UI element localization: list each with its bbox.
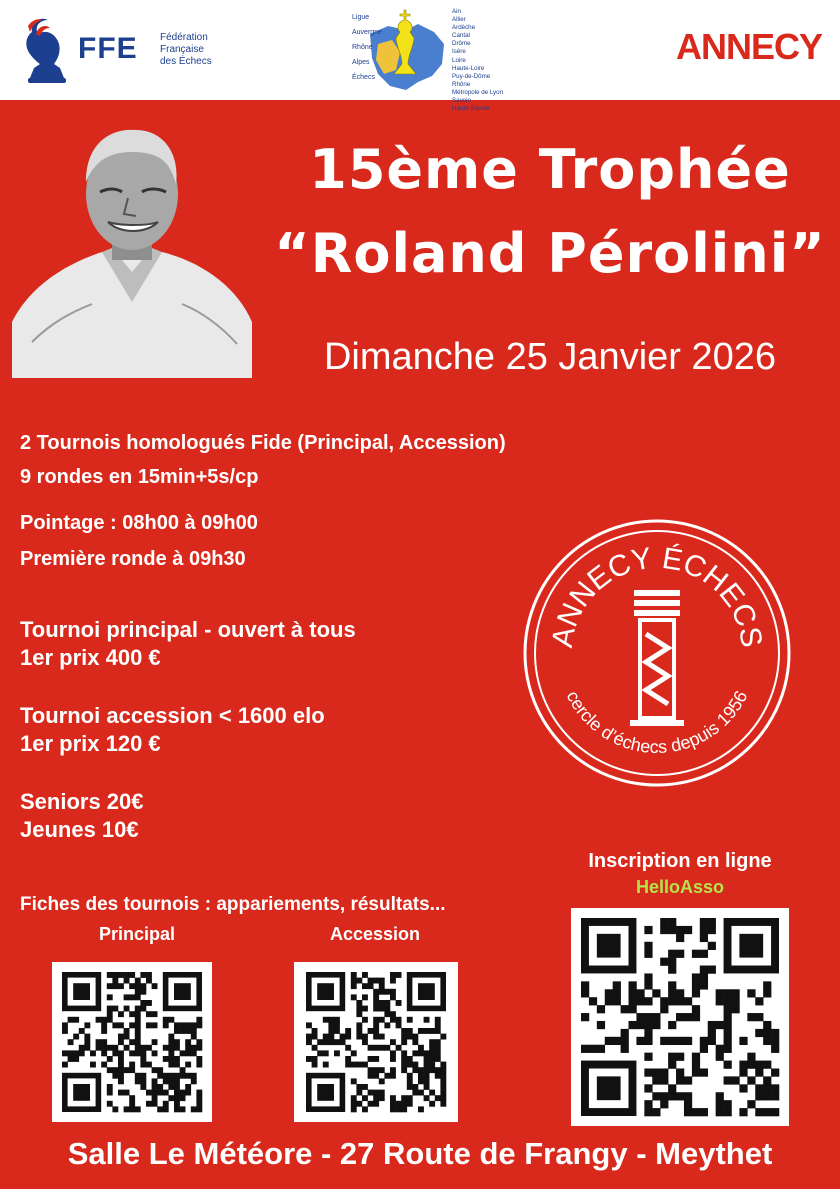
qr-accession[interactable] xyxy=(294,962,458,1122)
accession-tournament-prize: 1er prix 120 € xyxy=(20,731,161,756)
qr-code-icon xyxy=(294,962,458,1122)
ffe-logo xyxy=(20,16,240,86)
qr-principal[interactable] xyxy=(52,962,212,1122)
rooster-icon xyxy=(20,16,76,86)
lara-acronym: Ligue Auvergne Rhône Alpes Échecs xyxy=(352,14,382,81)
qr-code-icon xyxy=(52,962,212,1122)
lara-logo xyxy=(348,4,504,113)
venue-address: Salle Le Météore - 27 Route de Frangy - Meythet xyxy=(67,1136,773,1171)
annecy-city-logo: ANNECY xyxy=(675,26,822,67)
fee-seniors: Seniors 20€ xyxy=(20,789,144,814)
header-bar xyxy=(0,0,840,113)
annecy-echecs-seal xyxy=(522,518,792,788)
qr-registration[interactable] xyxy=(571,908,789,1126)
accession-label: Accession xyxy=(329,924,421,944)
lara-departments: Ain Allier Ardèche Cantal Drôme Isère Loire Haute-Loire Puy-de-Dôme Rhône Métropole de Lyon Savoie Haute-Savoie xyxy=(452,8,504,113)
qr-code-icon xyxy=(571,908,789,1126)
registration-label: Inscription en ligne xyxy=(588,850,772,872)
ffe-fullname: Fédération Française des Échecs xyxy=(160,32,212,67)
ffe-abbr: FFE xyxy=(78,32,138,65)
main-tournament-title: Tournoi principal - ouvert à tous xyxy=(20,617,356,642)
detail-rounds: 9 rondes en 15min+5s/cp xyxy=(20,466,259,488)
event-title-line2: “Roland Pérolini” xyxy=(274,222,826,285)
main-tournament-prize: 1er prix 400 € xyxy=(20,645,161,670)
detail-tournaments: 2 Tournois homologués Fide (Principal, Accession) xyxy=(20,432,506,454)
accession-tournament-title: Tournoi accession < 1600 elo xyxy=(20,703,325,728)
principal-label: Principal xyxy=(98,924,176,944)
seal-top-text: ANNECY ÉCHECS xyxy=(545,541,769,650)
portrait-photo xyxy=(12,122,252,378)
tournament-sheets-label: Fiches des tournois : appariements, résultats... xyxy=(20,894,446,915)
rook-icon xyxy=(630,590,684,726)
event-date: Dimanche 25 Janvier 2026 xyxy=(323,336,777,378)
event-title-line1: 15ème Trophée xyxy=(309,138,791,201)
helloasso-link[interactable]: HelloAsso xyxy=(635,877,725,897)
fee-juniors: Jeunes 10€ xyxy=(20,817,139,842)
detail-first-round: Première ronde à 09h30 xyxy=(20,548,246,570)
detail-checkin: Pointage : 08h00 à 09h00 xyxy=(20,512,258,534)
seal-bottom-text: cercle d’échecs depuis 1956 xyxy=(562,687,752,758)
